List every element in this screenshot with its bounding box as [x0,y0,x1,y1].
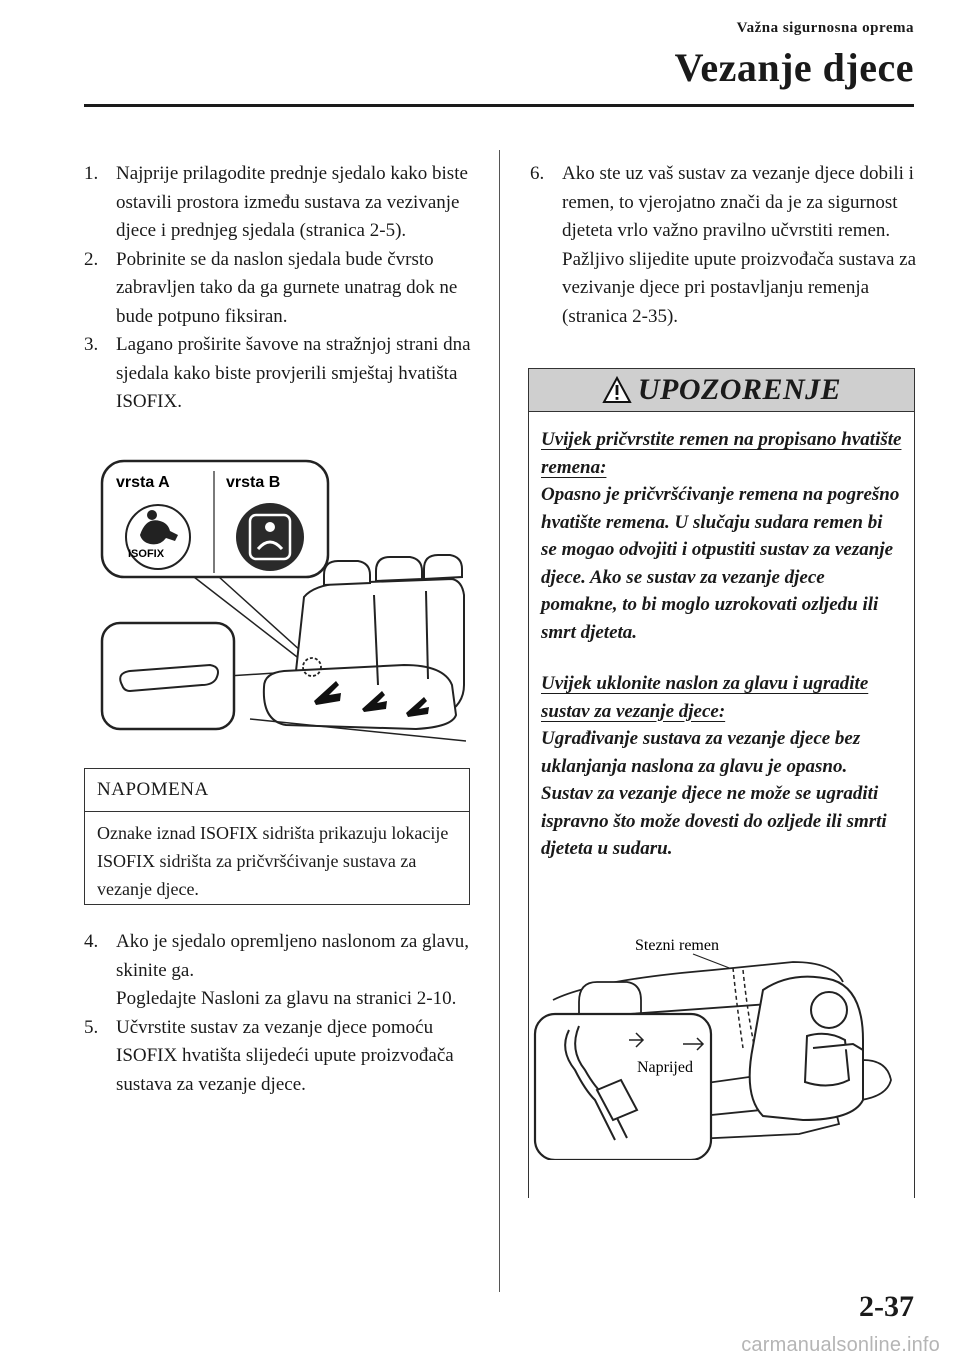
tether-strap-illustration [533,930,907,1160]
rear-seat [264,555,464,729]
label-tether-strap: Stezni remen [635,937,719,954]
note-heading: NAPOMENA [85,769,469,812]
column-divider [499,150,500,1292]
label-type-a: vrsta A [116,474,170,491]
isofix-seat-illustration [94,457,466,747]
step-item: 2. Pobrinite se da naslon sjedala bude čvrsto zabravljen tako da ga gurnete unatrag dok ne bude potpuno fiksiran. [84,248,458,327]
note-box [84,768,470,905]
step-item: 5. Učvrstite sustav za vezanje djece pomoću ISOFIX hvatišta slijedeći upute proizvođača sustava za vezanje djece. [84,1016,454,1095]
note-body: Oznake iznad ISOFIX sidrišta prikazuju lokacije ISOFIX sidrišta za pričvršćivanje sustava za vezanje djece. [97,823,449,899]
steps-list-left-top [84,160,472,417]
step-item: 6. Ako ste uz vaš sustav za vezanje djece dobili i remen, to vjerojatno znači da je za sigurnost djeteta vrlo važno pravilno učvrstiti remen. Pažljivo slijedite upute proizvođača sustava za vezivanje djece pri postavljanju remenja (stranica 2-35). [530,163,917,327]
steps-list-left-bottom [84,928,472,1099]
page-title: Vezanje djece [674,45,914,90]
label-forward: Naprijed [637,1059,693,1076]
isofix-letters: ISOFIX [128,548,165,560]
header-rule [84,104,914,107]
warning-paragraph-heading: Uvijek pričvrstite remen na propisano hvatište remena: [541,429,902,478]
warning-paragraph-body: Opasno je pričvršćivanje remena na pogrešno hvatište remena. U slučaju sudara remen bi se mogao odvojiti i otpustiti sustav za vezanje djece. Ako se sustav za vezanje djece pomakne, to bi moglo uzrokovati ozljedu ili smrt djeteta. [541,484,900,643]
warning-triangle-icon [602,376,632,404]
warning-paragraph-heading: Uvijek uklonite naslon za glavu i ugradite sustav za vezanje djece: [541,673,869,722]
step-item: 4. Ako je sjedalo opremljeno naslonom za glavu, skinite ga. Pogledajte Nasloni za glavu na stranici 2-10. [84,931,469,1009]
step-item: 3. Lagano proširite šavove na stražnjoj strani dna sjedala kako biste provjerili smještaj hvatišta ISOFIX. [84,334,471,412]
child-seat [750,977,863,1120]
warning-header [528,368,915,412]
warning-paragraph [541,670,902,863]
warning-paragraph-body: Ugrađivanje sustava za vezanje djece bez uklanjanja naslona za glavu je opasno. Sustav za vezanje djece ne može se ugraditi ispravno što može dovesti do ozljede ili smrti djeteta u sudaru. [541,728,887,859]
warning-paragraph [541,426,902,646]
isofix-type-b-icon [236,503,304,571]
page-number: 2-37 [859,1290,914,1323]
watermark: carmanualsonline.info [741,1334,940,1356]
steps-list-right [530,160,920,331]
label-type-b: vrsta B [226,474,281,491]
step-item: 1. Najprije prilagodite prednje sjedalo kako biste ostavili prostora između sustava za vezivanje djece i prednjeg sjedala (stranica 2-5). [84,163,468,241]
isofix-type-a-icon [126,505,190,569]
section-title: Važna sigurnosna oprema [736,20,914,36]
warning-title: UPOZORENJE [637,373,842,406]
